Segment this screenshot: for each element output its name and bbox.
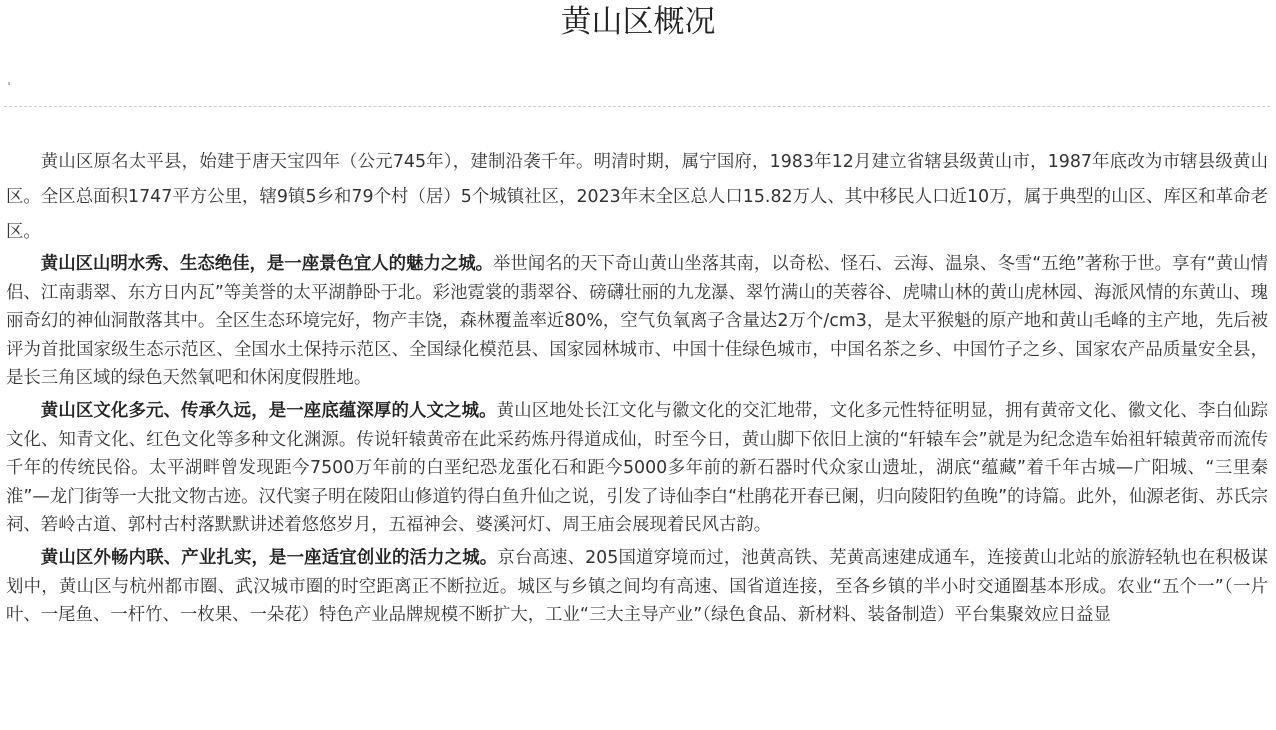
- paragraph-text: 京台高速、205国道穿境而过，池黄高铁、芜黄高速建成通车，连接黄山北站的旅游轻轨也在积极谋划中，黄山区与杭州都市圈、武汉城市圈的时空距离正不断拉近。城区与乡镇之间均有高速、国省道连接，至各乡镇的半小时交通圈基本形成。农业“五个一”（一片叶、一尾鱼、一杆竹、一枚果、一朵花）特色产业品牌规模不断扩大，工业“三大主导产业”（绿色食品、新材料、装备制造）平台集聚效应日益显: [6, 547, 1268, 626]
- paragraph-lead: 黄山区外畅内联、产业扎实，是一座适宜创业的活力之城。: [40, 547, 498, 568]
- paragraph-text: 黄山区地处长江文化与徽文化的交汇地带，文化多元性特征明显，拥有黄帝文化、徽文化、李白仙踪文化、知青文化、红色文化等多种文化渊源。传说轩辕黄帝在此采药炼丹得道成仙，时至今日，黄山脚下依旧上演的“轩辕车会”就是为纪念造车始祖轩辕黄帝而流传千年的传统民俗。太平湖畔曾发现距今7500万年前的白垩纪恐龙蛋化石和距今5000多年前的新石器时代众家山遗址，湖底“蕴藏”着千年古城—广阳城、“三里秦淮”—龙门街等一大批文物古迹。汉代窦子明在陵阳山修道钓得白鱼升仙之说，引发了诗仙李白“杜鹃花开春已阑，归向陵阳钓鱼晚”的诗篇。此外，仙源老街、苏氏宗祠、箬岭古道、郭村古村落默默讲述着悠悠岁月，五福神会、婆溪河灯、周王庙会展现着民风古韵。: [6, 400, 1268, 536]
- page-title: 黄山区概况: [560, 4, 716, 40]
- paragraph-industry: [6, 544, 1268, 630]
- paragraph-overview: [6, 145, 1268, 250]
- paragraph-ecology: [6, 250, 1268, 393]
- meta-marker: [8, 82, 10, 85]
- paragraph-culture: [6, 397, 1268, 540]
- paragraph-text: 黄山区原名太平县，始建于唐天宝四年（公元745年），建制沿袭千年。明清时期，属宁国府，1983年12月建立省辖县级黄山市，1987年底改为市辖县级黄山区。全区总面积1747平方公里，辖9镇5乡和79个村（居）5个城镇社区，2023年末全区总人口15.82万人、其中移民人口近10万，属于典型的山区、库区和革命老区。: [6, 152, 1268, 242]
- paragraph-text: 举世闻名的天下奇山黄山坐落其南，以奇松、怪石、云海、温泉、冬雪“五绝”著称于世。享有“黄山情侣、江南翡翠、东方日内瓦”等美誉的太平湖静卧于北。彩池霓裳的翡翠谷、磅礴壮丽的九龙瀑、翠竹满山的芙蓉谷、虎啸山林的黄山虎林园、海派风情的东黄山、瑰丽奇幻的神仙洞散落其中。全区生态环境完好，物产丰饶，森林覆盖率近80%，空气负氧离子含量达2万个/cm3，是太平猴魁的原产地和黄山毛峰的主产地，先后被评为首批国家级生态示范区、全国水土保持示范区、全国绿化模范县、国家园林城市、中国十佳绿色城市，中国名茶之乡、中国竹子之乡、国家农产品质量安全县，是长三角区域的绿色天然氧吧和休闲度假胜地。: [6, 254, 1268, 389]
- title-divider: [4, 106, 1270, 107]
- paragraph-lead: 黄山区文化多元、传承久远，是一座底蕴深厚的人文之城。: [40, 400, 497, 421]
- paragraph-lead: 黄山区山明水秀、生态绝佳，是一座景色宜人的魅力之城。: [40, 254, 494, 274]
- article-body: [6, 145, 1268, 634]
